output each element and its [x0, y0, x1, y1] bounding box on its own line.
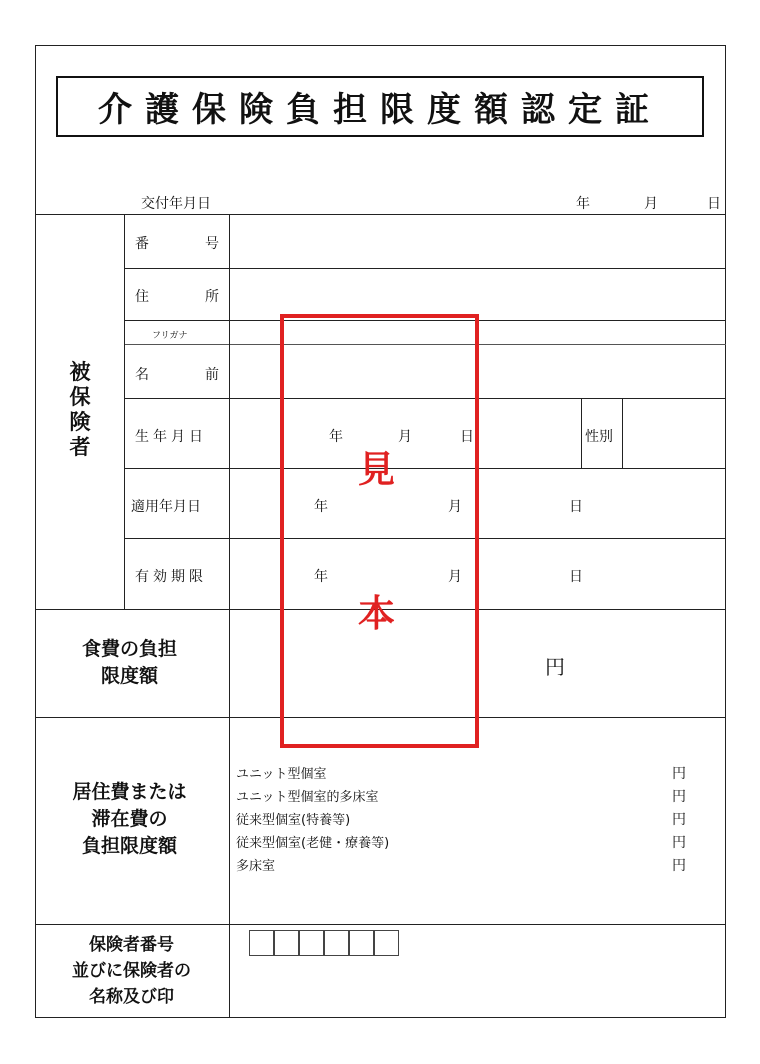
birth-year-unit: 年	[329, 429, 343, 445]
divider	[35, 214, 726, 215]
insured-group-text: 被保険者	[69, 360, 91, 459]
insurer-label	[35, 932, 228, 1010]
residence-label-line1: 居住費または	[72, 781, 187, 803]
insurer-digit-box[interactable]	[324, 930, 349, 956]
residence-item-unit: 円	[672, 789, 686, 805]
issue-date-year: 年	[576, 196, 590, 212]
page-title: 介護保険負担限度額認定証	[98, 90, 662, 130]
residence-item-unit: 円	[672, 812, 686, 828]
list-item	[236, 855, 686, 878]
address-label-wrap	[135, 286, 219, 306]
insurer-label-line3: 名称及び印	[89, 987, 174, 1007]
residence-item-name: 従来型個室(特養等)	[236, 813, 351, 828]
food-label	[35, 636, 224, 690]
number-label-wrap	[135, 233, 219, 253]
list-item	[236, 763, 686, 786]
name-label-wrap	[135, 364, 219, 384]
food-unit: 円	[545, 655, 565, 679]
residence-item-unit: 円	[672, 766, 686, 782]
residence-label	[35, 779, 224, 860]
insurer-digit-box[interactable]	[249, 930, 274, 956]
birth-day-unit: 日	[460, 429, 474, 445]
list-item	[236, 809, 686, 832]
divider	[124, 214, 125, 609]
list-item	[236, 832, 686, 855]
expiry-label: 有効期限	[135, 569, 207, 585]
residence-item-name: ユニット型個室	[236, 767, 327, 782]
list-item	[236, 786, 686, 809]
birth-month-unit: 月	[398, 429, 412, 445]
residence-item-name: 従来型個室(老健・療養等)	[236, 836, 390, 851]
residence-label-line3: 負担限度額	[81, 835, 177, 857]
residence-item-unit: 円	[672, 858, 686, 874]
issue-date-day: 日	[707, 196, 721, 212]
sample-stamp	[280, 314, 479, 748]
insurer-label-line2: 並びに保険者の	[72, 961, 191, 981]
gender-label: 性別	[585, 429, 613, 445]
sample-stamp-char2: 本	[358, 592, 395, 635]
insurer-digit-box[interactable]	[299, 930, 324, 956]
number-label: 番 号	[135, 236, 219, 252]
effective-day-unit: 日	[569, 499, 583, 515]
divider	[581, 398, 582, 468]
residence-item-name: ユニット型個室的多床室	[236, 790, 379, 805]
issue-date-label: 交付年月日	[141, 196, 211, 212]
divider	[124, 268, 726, 269]
effective-year-unit: 年	[314, 499, 328, 515]
food-label-line1: 食費の負担	[81, 638, 177, 660]
residence-item-name: 多床室	[236, 859, 276, 874]
insurer-digit-box[interactable]	[374, 930, 399, 956]
issue-date-month: 月	[644, 196, 658, 212]
insurer-digit-box[interactable]	[349, 930, 374, 956]
name-label: 名 前	[135, 367, 219, 383]
insurer-digit-box[interactable]	[274, 930, 299, 956]
address-label: 住 所	[135, 289, 219, 305]
residence-list	[236, 763, 686, 878]
divider	[229, 214, 230, 1018]
expiry-month-unit: 月	[448, 569, 462, 585]
sample-stamp-char1: 見	[358, 448, 395, 491]
insurer-label-line1: 保険者番号	[89, 935, 174, 955]
residence-label-line2: 滞在費の	[91, 808, 168, 830]
residence-item-unit: 円	[672, 835, 686, 851]
divider	[622, 398, 623, 468]
divider	[35, 924, 726, 925]
food-label-line2: 限度額	[100, 665, 158, 687]
birthdate-label: 生年月日	[135, 429, 207, 445]
title-box	[56, 76, 704, 137]
effective-month-unit: 月	[448, 499, 462, 515]
effective-date-label: 適用年月日	[131, 499, 201, 515]
expiry-year-unit: 年	[314, 569, 328, 585]
expiry-day-unit: 日	[569, 569, 583, 585]
insured-group-label	[65, 360, 95, 460]
furigana-label: フリガナ	[152, 331, 188, 341]
